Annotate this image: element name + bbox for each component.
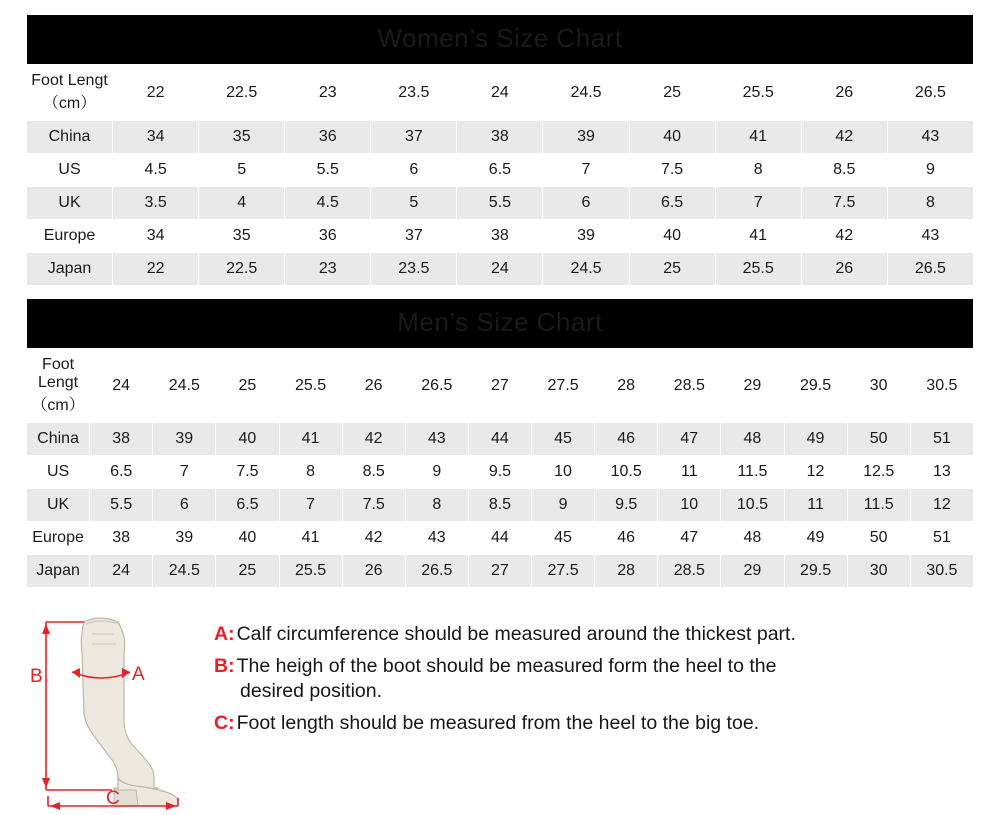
legend-item-c bbox=[214, 711, 1000, 737]
row-label-uk: UK bbox=[27, 187, 113, 220]
legend-text-b: The heigh of the boot should be measured form the heel to the bbox=[236, 654, 777, 677]
cell: 11.5 bbox=[847, 489, 910, 522]
cell: 4.5 bbox=[113, 154, 199, 187]
table-row bbox=[27, 555, 974, 588]
cell: 35 bbox=[199, 220, 285, 253]
cell: 6 bbox=[543, 187, 629, 220]
cell: 27.5 bbox=[532, 349, 595, 423]
cell: 9 bbox=[405, 456, 468, 489]
marker-c-label: C bbox=[106, 788, 120, 809]
row-label-europe: Europe bbox=[27, 522, 90, 555]
cell: 5.5 bbox=[90, 489, 153, 522]
legend-item-b bbox=[214, 654, 1000, 705]
cell: 36 bbox=[285, 121, 371, 154]
cell: 26 bbox=[801, 65, 887, 121]
cell: 8 bbox=[715, 154, 801, 187]
legend-key-c: C: bbox=[214, 712, 235, 735]
cell: 9 bbox=[532, 489, 595, 522]
row-label-japan: Japan bbox=[27, 555, 90, 588]
cell: 22 bbox=[113, 253, 199, 286]
cell: 5 bbox=[371, 187, 457, 220]
table-row bbox=[27, 349, 974, 423]
cell: 42 bbox=[801, 121, 887, 154]
cell: 47 bbox=[658, 522, 721, 555]
cell: 25.5 bbox=[715, 65, 801, 121]
cell: 8.5 bbox=[468, 489, 531, 522]
cell: 44 bbox=[468, 522, 531, 555]
cell: 7 bbox=[153, 456, 216, 489]
cell: 8.5 bbox=[342, 456, 405, 489]
cell: 6.5 bbox=[90, 456, 153, 489]
cell: 46 bbox=[595, 522, 658, 555]
cell: 29.5 bbox=[784, 349, 847, 423]
cell: 24 bbox=[457, 65, 543, 121]
cell: 43 bbox=[405, 522, 468, 555]
cell: 9.5 bbox=[468, 456, 531, 489]
cell: 9.5 bbox=[595, 489, 658, 522]
cell: 24 bbox=[457, 253, 543, 286]
marker-a-label: A bbox=[132, 664, 145, 685]
cell: 30 bbox=[847, 349, 910, 423]
boot-diagram bbox=[26, 610, 206, 810]
cell: 6.5 bbox=[216, 489, 279, 522]
cell: 26 bbox=[801, 253, 887, 286]
row-label-us: US bbox=[27, 456, 90, 489]
cell: 7 bbox=[279, 489, 342, 522]
cell: 25 bbox=[216, 555, 279, 588]
cell: 4 bbox=[199, 187, 285, 220]
legend-text-c: Foot length should be measured from the heel to the big toe. bbox=[236, 712, 760, 735]
cell: 10.5 bbox=[721, 489, 784, 522]
cell: 49 bbox=[784, 423, 847, 456]
cell: 28 bbox=[595, 555, 658, 588]
cell: 38 bbox=[90, 522, 153, 555]
cell: 25 bbox=[629, 253, 715, 286]
cell: 42 bbox=[342, 522, 405, 555]
cell: 11.5 bbox=[721, 456, 784, 489]
cell: 48 bbox=[721, 522, 784, 555]
row-label-us: US bbox=[27, 154, 113, 187]
cell: 28.5 bbox=[658, 349, 721, 423]
cell: 26.5 bbox=[405, 555, 468, 588]
row-label-foot-length: Foot Lengt（cm） bbox=[27, 65, 113, 121]
cell: 23.5 bbox=[371, 65, 457, 121]
cell: 37 bbox=[371, 220, 457, 253]
cell: 24.5 bbox=[153, 555, 216, 588]
mens-title-row bbox=[27, 299, 974, 349]
table-row bbox=[27, 522, 974, 555]
womens-chart-title: Women’s Size Chart bbox=[27, 15, 974, 65]
cell: 10.5 bbox=[595, 456, 658, 489]
womens-size-table bbox=[26, 14, 974, 286]
cell: 26 bbox=[342, 349, 405, 423]
table-row bbox=[27, 187, 974, 220]
cell: 7.5 bbox=[629, 154, 715, 187]
cell: 5.5 bbox=[285, 154, 371, 187]
boot-illustration-svg bbox=[26, 610, 206, 810]
cell: 22 bbox=[113, 65, 199, 121]
legend-key-b: B: bbox=[214, 654, 235, 677]
cell: 24.5 bbox=[153, 349, 216, 423]
cell: 34 bbox=[113, 220, 199, 253]
cell: 40 bbox=[629, 220, 715, 253]
cell: 7.5 bbox=[801, 187, 887, 220]
cell: 8 bbox=[887, 187, 973, 220]
womens-size-chart-block bbox=[26, 14, 974, 286]
cell: 7.5 bbox=[216, 456, 279, 489]
cell: 23 bbox=[285, 65, 371, 121]
cell: 13 bbox=[910, 456, 973, 489]
cell: 34 bbox=[113, 121, 199, 154]
cell: 3.5 bbox=[113, 187, 199, 220]
cell: 23 bbox=[285, 253, 371, 286]
cell: 9 bbox=[887, 154, 973, 187]
cell: 11 bbox=[784, 489, 847, 522]
cell: 30.5 bbox=[910, 349, 973, 423]
cell: 5.5 bbox=[457, 187, 543, 220]
cell: 24.5 bbox=[543, 253, 629, 286]
row-label-japan: Japan bbox=[27, 253, 113, 286]
cell: 8.5 bbox=[801, 154, 887, 187]
cell: 30 bbox=[847, 555, 910, 588]
cell: 27 bbox=[468, 555, 531, 588]
cell: 10 bbox=[532, 456, 595, 489]
cell: 10 bbox=[658, 489, 721, 522]
womens-title-row bbox=[27, 15, 974, 65]
cell: 38 bbox=[457, 220, 543, 253]
legend-item-a bbox=[214, 622, 1000, 648]
cell: 35 bbox=[199, 121, 285, 154]
cell: 4.5 bbox=[285, 187, 371, 220]
cell: 12 bbox=[784, 456, 847, 489]
cell: 38 bbox=[90, 423, 153, 456]
cell: 28.5 bbox=[658, 555, 721, 588]
table-row bbox=[27, 154, 974, 187]
marker-b-label: B bbox=[30, 666, 43, 687]
cell: 50 bbox=[847, 522, 910, 555]
row-label-europe: Europe bbox=[27, 220, 113, 253]
cell: 26.5 bbox=[887, 65, 973, 121]
cell: 48 bbox=[721, 423, 784, 456]
mens-chart-title: Men’s Size Chart bbox=[27, 299, 974, 349]
legend-text-a: Calf circumference should be measured around the thickest part. bbox=[236, 623, 796, 645]
cell: 41 bbox=[279, 522, 342, 555]
cell: 44 bbox=[468, 423, 531, 456]
cell: 43 bbox=[887, 121, 973, 154]
cell: 11 bbox=[658, 456, 721, 489]
cell: 30.5 bbox=[910, 555, 973, 588]
cell: 51 bbox=[910, 522, 973, 555]
cell: 8 bbox=[405, 489, 468, 522]
cell: 39 bbox=[153, 423, 216, 456]
cell: 25.5 bbox=[279, 555, 342, 588]
cell: 8 bbox=[279, 456, 342, 489]
cell: 28 bbox=[595, 349, 658, 423]
cell: 5 bbox=[199, 154, 285, 187]
cell: 22.5 bbox=[199, 253, 285, 286]
measure-legend bbox=[214, 610, 1000, 743]
cell: 40 bbox=[216, 423, 279, 456]
cell: 42 bbox=[342, 423, 405, 456]
table-row bbox=[27, 121, 974, 154]
cell: 41 bbox=[715, 121, 801, 154]
cell: 25 bbox=[629, 65, 715, 121]
cell: 40 bbox=[629, 121, 715, 154]
cell: 40 bbox=[216, 522, 279, 555]
cell: 6.5 bbox=[457, 154, 543, 187]
table-row bbox=[27, 456, 974, 489]
cell: 43 bbox=[405, 423, 468, 456]
cell: 45 bbox=[532, 522, 595, 555]
cell: 27 bbox=[468, 349, 531, 423]
cell: 41 bbox=[715, 220, 801, 253]
cell: 6 bbox=[371, 154, 457, 187]
cell: 7.5 bbox=[342, 489, 405, 522]
cell: 25.5 bbox=[279, 349, 342, 423]
cell: 36 bbox=[285, 220, 371, 253]
cell: 45 bbox=[532, 423, 595, 456]
cell: 26.5 bbox=[887, 253, 973, 286]
cell: 29.5 bbox=[784, 555, 847, 588]
boot-shape bbox=[81, 618, 178, 806]
cell: 29 bbox=[721, 349, 784, 423]
cell: 27.5 bbox=[532, 555, 595, 588]
cell: 22.5 bbox=[199, 65, 285, 121]
cell: 46 bbox=[595, 423, 658, 456]
cell: 7 bbox=[715, 187, 801, 220]
cell: 49 bbox=[784, 522, 847, 555]
mens-size-table bbox=[26, 298, 974, 588]
cell: 26 bbox=[342, 555, 405, 588]
row-label-china: China bbox=[27, 423, 90, 456]
cell: 50 bbox=[847, 423, 910, 456]
row-label-china: China bbox=[27, 121, 113, 154]
cell: 39 bbox=[543, 121, 629, 154]
legend-key-a: A: bbox=[214, 623, 235, 645]
cell: 51 bbox=[910, 423, 973, 456]
table-row bbox=[27, 65, 974, 121]
cell: 24.5 bbox=[543, 65, 629, 121]
cell: 6 bbox=[153, 489, 216, 522]
cell: 24 bbox=[90, 555, 153, 588]
cell: 25 bbox=[216, 349, 279, 423]
cell: 24 bbox=[90, 349, 153, 423]
cell: 23.5 bbox=[371, 253, 457, 286]
cell: 26.5 bbox=[405, 349, 468, 423]
cell: 12 bbox=[910, 489, 973, 522]
cell: 42 bbox=[801, 220, 887, 253]
row-label-foot-length: Foot Lengt（cm） bbox=[27, 349, 90, 423]
table-row bbox=[27, 489, 974, 522]
cell: 41 bbox=[279, 423, 342, 456]
cell: 29 bbox=[721, 555, 784, 588]
mens-size-chart-block bbox=[26, 298, 974, 588]
table-row bbox=[27, 220, 974, 253]
cell: 39 bbox=[543, 220, 629, 253]
cell: 39 bbox=[153, 522, 216, 555]
legend-text-b-cont: desired position. bbox=[240, 680, 383, 703]
cell: 12.5 bbox=[847, 456, 910, 489]
cell: 43 bbox=[887, 220, 973, 253]
row-label-uk: UK bbox=[27, 489, 90, 522]
cell: 7 bbox=[543, 154, 629, 187]
table-row bbox=[27, 423, 974, 456]
cell: 25.5 bbox=[715, 253, 801, 286]
cell: 6.5 bbox=[629, 187, 715, 220]
cell: 37 bbox=[371, 121, 457, 154]
cell: 38 bbox=[457, 121, 543, 154]
measure-guide-section bbox=[0, 610, 1000, 810]
cell: 47 bbox=[658, 423, 721, 456]
table-row bbox=[27, 253, 974, 286]
